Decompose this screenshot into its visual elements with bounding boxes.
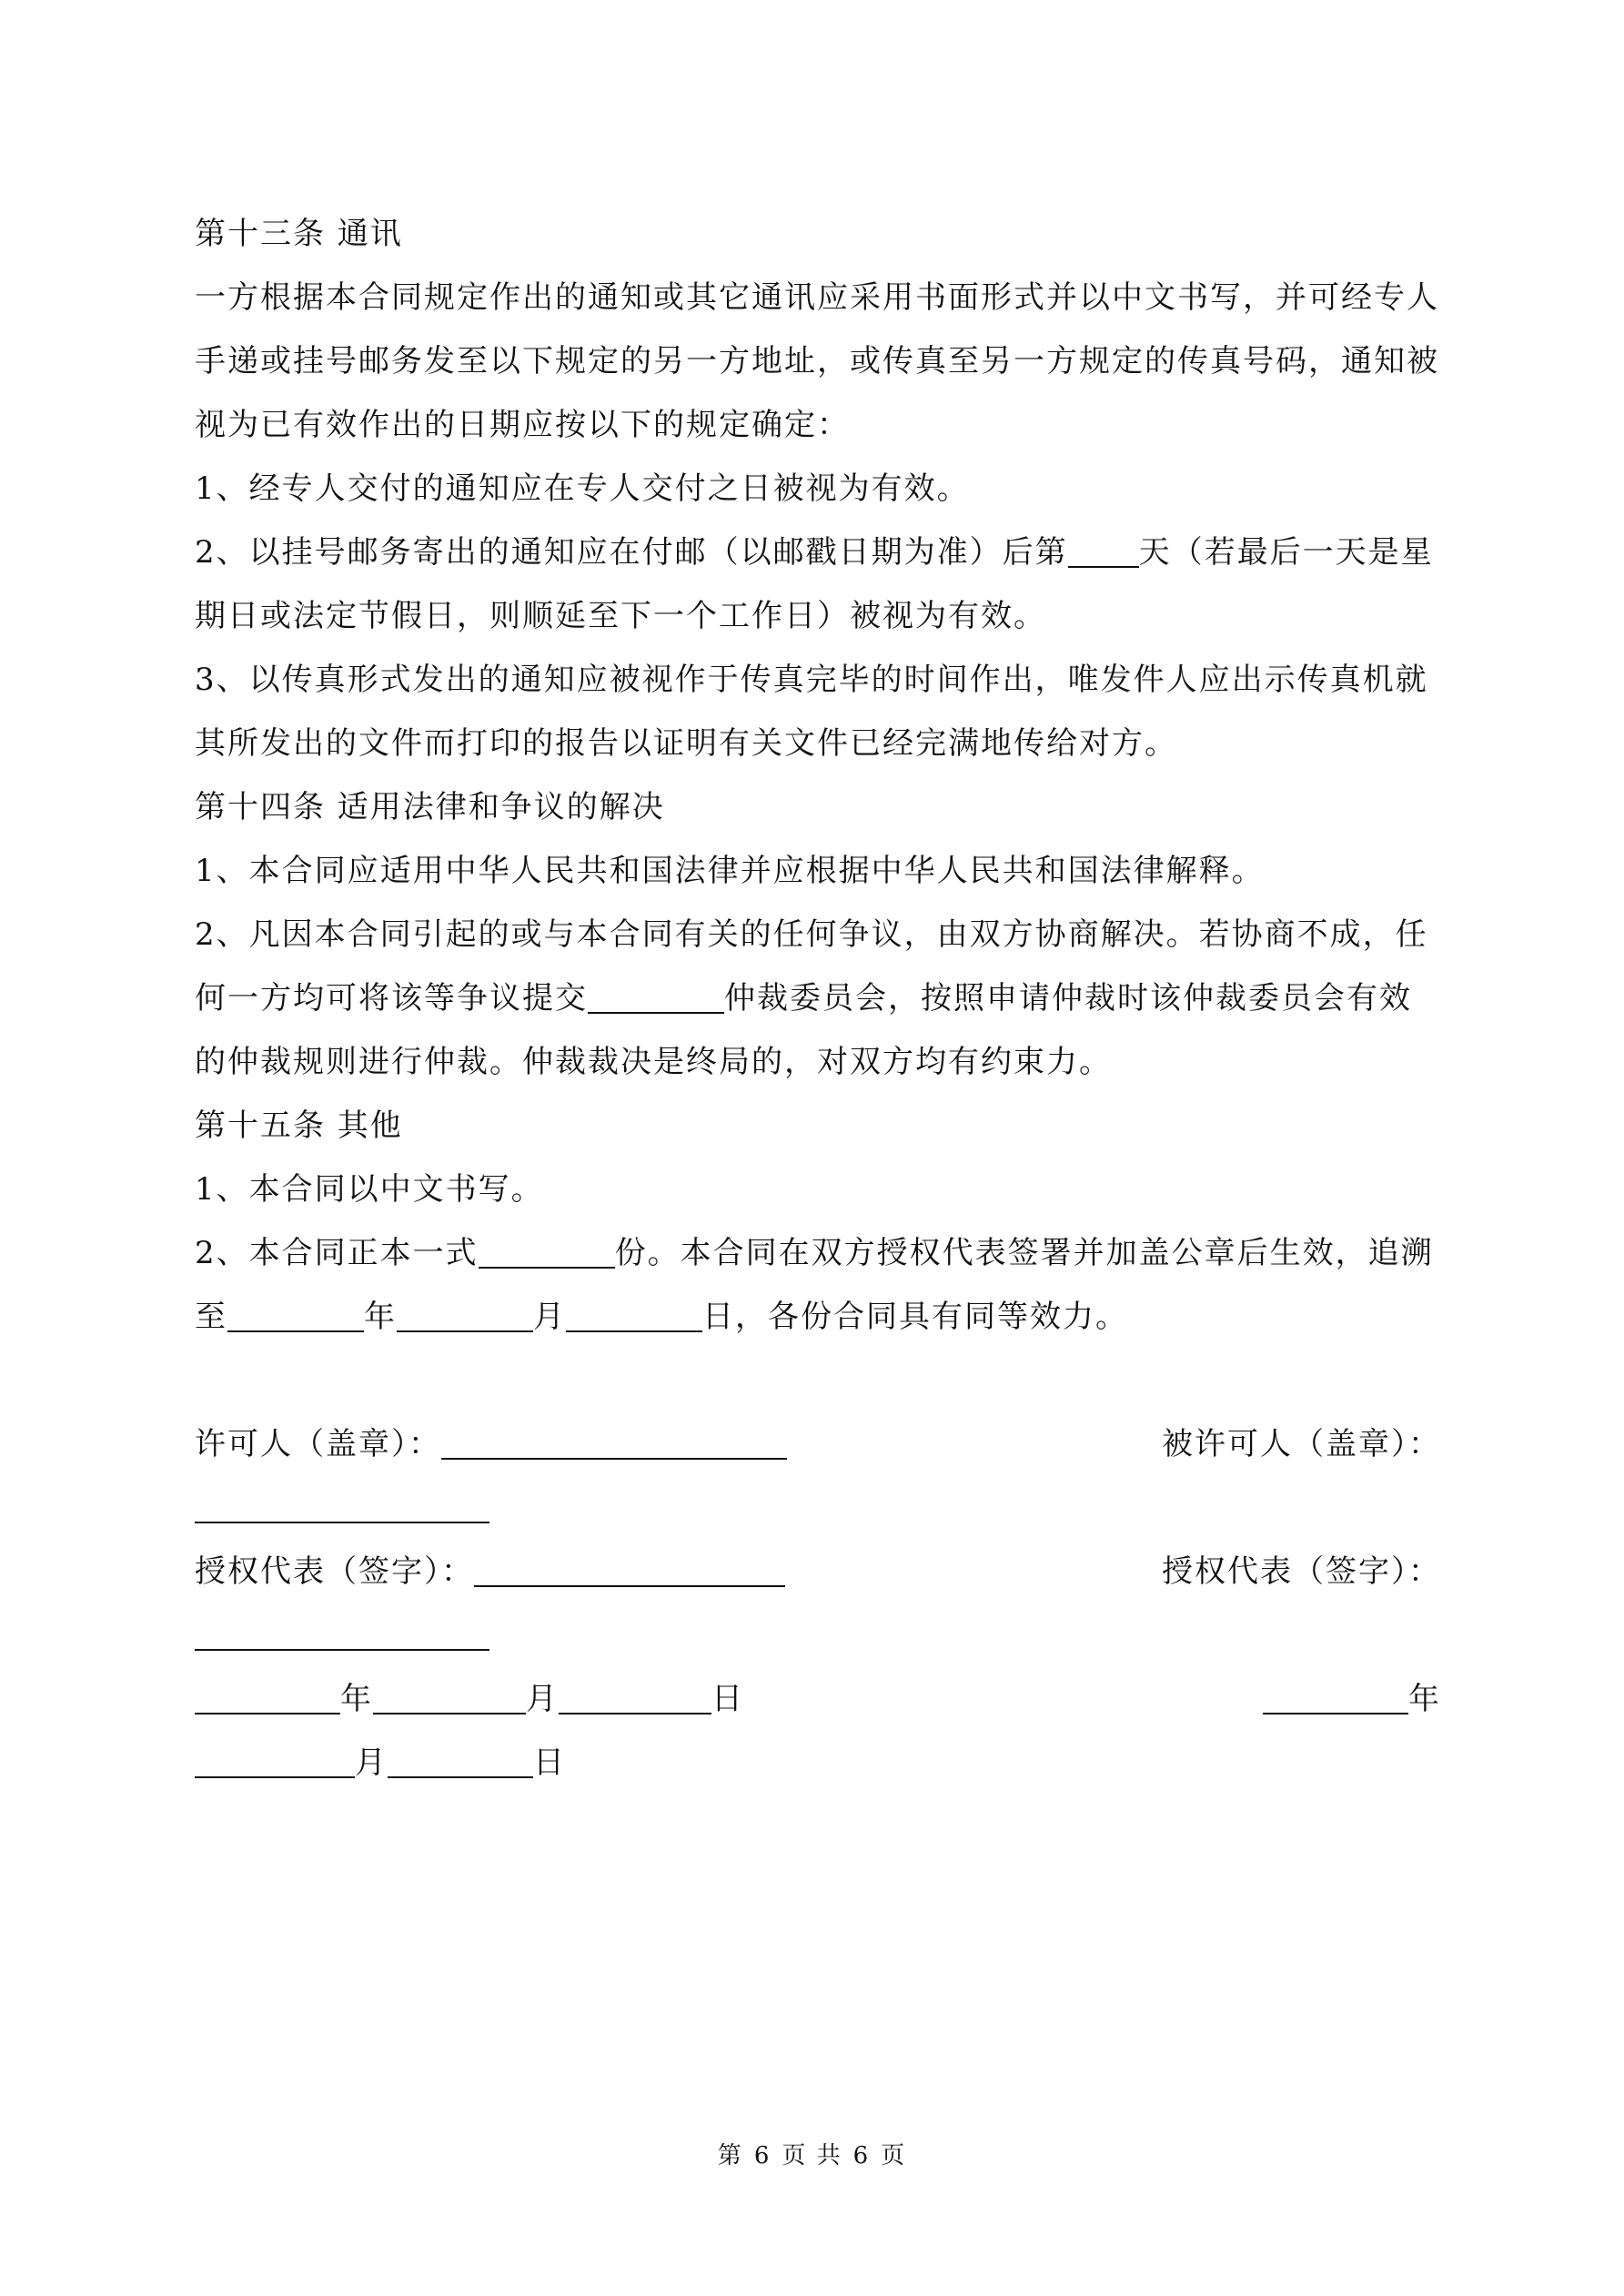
article-13-paragraph-line-3: 视为已有效作出的日期应按以下的规定确定：	[195, 407, 850, 443]
article-14-item-2-line-3: 的仲裁规则进行仲裁。仲裁裁决是终局的，对双方均有约束力。	[195, 1044, 1112, 1080]
retroactive-month-blank[interactable]	[397, 1301, 533, 1332]
licensee-date-year	[1263, 1667, 1441, 1731]
footer-total-pages: 6	[852, 2142, 871, 2170]
page-footer	[0, 2137, 1624, 2170]
licensee-seal-row	[195, 1476, 1441, 1540]
licensor-seal-label: 许可人（盖章）：	[195, 1426, 441, 1462]
article-13-item-3-line-2: 其所发出的文件而打印的报告以证明有关文件已经完满地传给对方。	[195, 725, 1177, 762]
licensee-rep-blank[interactable]	[195, 1620, 489, 1651]
licensee-seal-label: 被许可人（盖章）：	[1162, 1426, 1441, 1462]
licensor-rep-blank[interactable]	[474, 1556, 785, 1587]
footer-prefix: 第	[717, 2142, 743, 2170]
retroactive-month-label: 月	[533, 1299, 566, 1335]
licensor-month-label: 月	[526, 1681, 559, 1717]
footer-mid: 页 共	[782, 2142, 842, 2170]
retroactive-day-blank[interactable]	[566, 1301, 702, 1332]
article-14-item-2-text-b: 仲裁委员会，按照申请仲裁时该仲裁委员会有效	[724, 980, 1412, 1017]
licensor-seal-blank[interactable]	[441, 1429, 787, 1460]
licensor-day-label: 日	[711, 1681, 744, 1717]
date-row	[195, 1667, 1441, 1731]
article-14-heading: 第十四条 适用法律和争议的解决	[195, 789, 665, 825]
article-15-item-2-text-b: 份。本合同在双方授权代表签署并加盖公章后生效，追溯	[614, 1235, 1434, 1271]
licensee-year-label: 年	[1408, 1681, 1441, 1717]
licensor-year-blank[interactable]	[195, 1684, 340, 1714]
days-blank[interactable]	[1068, 537, 1139, 568]
article-13-paragraph-line-2: 手递或挂号邮务发至以下规定的另一方地址，或传真至另一方规定的传真号码，通知被	[195, 343, 1439, 379]
footer-page-number: 6	[753, 2142, 772, 2170]
licensee-date-month-day	[195, 1731, 566, 1795]
article-13-item-1: 1、经专人交付的通知应在专人交付之日被视为有效。	[195, 470, 970, 507]
copies-blank[interactable]	[479, 1238, 615, 1269]
article-13-item-2-text-a: 2、以挂号邮务寄出的通知应在付邮（以邮戳日期为准）后第	[195, 534, 1068, 571]
article-14-item-2-line-2	[195, 966, 1441, 1030]
seal-row	[195, 1412, 1441, 1476]
licensee-month-label: 月	[355, 1745, 388, 1781]
article-15-item-2-line-2	[195, 1285, 1441, 1349]
licensee-seal-blank-wrap	[195, 1476, 489, 1540]
licensee-date-row	[195, 1731, 1441, 1795]
licensor-rep	[195, 1540, 785, 1603]
retroactive-day-suffix: 日，各份合同具有同等效力。	[702, 1299, 1128, 1335]
article-13-heading: 第十三条 通讯	[195, 216, 403, 252]
retroactive-year-label: 年	[364, 1299, 397, 1335]
article-13-item-2-line-1	[195, 521, 1441, 584]
contract-body	[195, 202, 1441, 1795]
licensee-rep-label: 授权代表（签字）：	[1162, 1553, 1441, 1590]
licensor-year-label: 年	[340, 1681, 373, 1717]
licensor-seal	[195, 1412, 787, 1476]
article-13-item-3-line-1: 3、以传真形式发出的通知应被视作于传真完毕的时间作出，唯发件人应出示传真机就	[195, 662, 1428, 698]
retroactive-prefix: 至	[195, 1299, 227, 1335]
article-14-item-2-text-a: 何一方均可将该等争议提交	[195, 980, 588, 1017]
licensor-day-blank[interactable]	[559, 1684, 711, 1714]
footer-suffix: 页	[881, 2142, 907, 2170]
licensee-rep-blank-wrap	[195, 1603, 489, 1667]
arbitration-commission-blank[interactable]	[588, 983, 724, 1014]
licensor-date	[195, 1667, 744, 1731]
licensee-seal-blank[interactable]	[195, 1492, 489, 1523]
article-15-item-2-line-1	[195, 1221, 1441, 1285]
representative-row	[195, 1540, 1441, 1603]
article-15-item-2-text-a: 2、本合同正本一式	[195, 1235, 479, 1271]
retroactive-year-blank[interactable]	[227, 1301, 364, 1332]
licensee-rep-row	[195, 1603, 1441, 1667]
article-15-heading: 第十五条 其他	[195, 1108, 403, 1144]
licensee-year-blank[interactable]	[1263, 1684, 1408, 1714]
licensee-month-blank[interactable]	[195, 1747, 355, 1778]
spacer	[195, 1349, 1441, 1412]
article-14-item-1: 1、本合同应适用中华人民共和国法律并应根据中华人民共和国法律解释。	[195, 853, 1265, 889]
article-13-item-2-text-b: 天（若最后一天是星	[1138, 534, 1434, 571]
article-15-item-1: 1、本合同以中文书写。	[195, 1171, 544, 1208]
licensee-day-blank[interactable]	[388, 1747, 533, 1778]
licensee-day-label: 日	[533, 1745, 566, 1781]
licensor-rep-label: 授权代表（签字）：	[195, 1553, 474, 1590]
article-14-item-2-line-1: 2、凡因本合同引起的或与本合同有关的任何争议，由双方协商解决。若协商不成，任	[195, 916, 1428, 953]
article-13-item-2-line-2: 期日或法定节假日，则顺延至下一个工作日）被视为有效。	[195, 598, 1046, 634]
article-13-paragraph-line-1: 一方根据本合同规定作出的通知或其它通讯应采用书面形式并以中文书写，并可经专人	[195, 279, 1439, 316]
licensor-month-blank[interactable]	[373, 1684, 526, 1714]
